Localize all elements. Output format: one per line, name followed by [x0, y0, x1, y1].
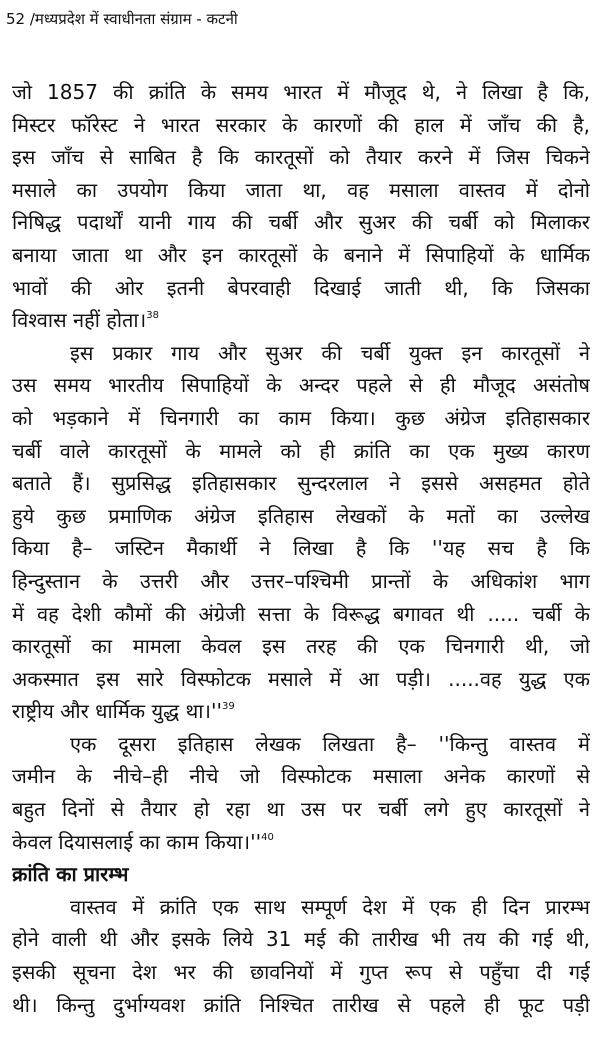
- line-text: विश्वास नहीं होता।: [12, 308, 147, 333]
- text-line: [12, 630, 590, 663]
- text-line: [12, 565, 590, 598]
- text-line: [12, 695, 590, 728]
- line-text: में वह देशी कौमों की अंग्रेजी सत्ता के विरूद्ध बगावत थी ..... चर्बी के: [12, 601, 590, 626]
- line-text: बताते हैं। सुप्रसिद्ध इतिहासकार सुन्दरलाल ने इससे असहमत होते: [12, 471, 590, 496]
- text-line: [12, 239, 590, 272]
- line-text: को भड़काने में चिनगारी का काम किया। कुछ अंग्रेज इतिहासकार: [12, 405, 590, 430]
- text-line: [12, 304, 590, 337]
- text-line: [12, 923, 590, 956]
- text-line: [12, 500, 590, 533]
- line-text: वास्तव में क्रांति एक साथ सम्पूर्ण देश में एक ही दिन प्रारम्भ: [70, 894, 590, 919]
- text-line: [12, 141, 590, 174]
- line-text: किया है– जस्टिन मैकार्थी ने लिखा है कि ''यह सच है कि: [12, 536, 590, 561]
- line-text: हिन्दुस्तान के उत्तरी और उत्तर–पश्चिमी प्रान्तों के अधिकांश भाग: [12, 568, 590, 593]
- line-text: मसाले का उपयोग किया जाता था, वह मसाला वास्तव में दोनो: [12, 177, 590, 202]
- line-text: भावों की ओर इतनी बेपरवाही दिखाई जाती थी, कि जिसका: [12, 275, 590, 300]
- text-line: [12, 467, 590, 500]
- line-text: इस जाँच से साबित है कि कारतूसों को तैयार करने में जिस चिकने: [12, 145, 590, 170]
- footnote-ref: 40: [261, 831, 274, 843]
- text-line: [12, 435, 590, 468]
- line-text: थी। किन्तु दुर्भाग्यवश क्रांति निश्चित तारीख से पहले ही फूट पड़ी: [12, 992, 590, 1017]
- line-text: इस प्रकार गाय और सुअर की चर्बी युक्त इन कारतूसों ने: [70, 340, 590, 365]
- text-line: [12, 989, 590, 1022]
- text-line: [12, 76, 590, 109]
- text-line: [12, 532, 590, 565]
- line-text: निषिद्ध पदार्थों यानी गाय की चर्बी और सुअर की चर्बी को मिलाकर: [12, 210, 590, 235]
- text-line: [12, 826, 590, 859]
- text-line: [12, 206, 590, 239]
- line-text: होने वाली थी और इसके लिये 31 मई की तारीख भी तय की गई थी,: [12, 927, 590, 952]
- text-line: [12, 174, 590, 207]
- running-header: 52 /मध्यप्रदेश में स्वाधीनता संग्राम - कटनी: [6, 10, 238, 28]
- text-line: [12, 891, 590, 924]
- line-text: राष्ट्रीय और धार्मिक युद्ध था।'': [12, 699, 222, 724]
- text-line: [12, 663, 590, 696]
- text-line: [12, 760, 590, 793]
- text-line: [12, 598, 590, 631]
- section-heading: [12, 858, 590, 891]
- heading-text: क्रांति का प्रारम्भ: [12, 862, 129, 887]
- line-text: जमीन के नीचे–ही नीचे जो विस्फोटक मसाला अनेक कारणों से: [12, 764, 590, 789]
- text-line: [12, 793, 590, 826]
- line-text: एक दूसरा इतिहास लेखक लिखता है– ''किन्तु वास्तव में: [70, 731, 590, 756]
- footnote-ref: 38: [146, 310, 159, 322]
- line-text: अकस्मात इस सारे विस्फोटक मसाले में आ पड़ी। .....वह युद्ध एक: [12, 666, 590, 691]
- line-text: उस समय भारतीय सिपाहियों के अन्दर पहले से ही मौजूद असंतोष: [12, 373, 590, 398]
- text-line: [12, 369, 590, 402]
- line-text: कारतूसों का मामला केवल इस तरह की एक चिनगारी थी, जो: [12, 634, 590, 659]
- text-line: [12, 402, 590, 435]
- line-text: बनाया जाता था और इन कारतूसों के बनाने में सिपाहियों के धार्मिक: [12, 242, 590, 267]
- line-text: बहुत दिनों से तैयार हो रहा था उस पर चर्बी लगे हुए कारतूसों ने: [12, 797, 590, 822]
- text-line: [12, 956, 590, 989]
- line-text: केवल दियासलाई का काम किया।'': [12, 829, 262, 854]
- line-text: इसकी सूचना देश भर की छावनियों में गुप्त रूप से पहुँचा दी गई: [12, 960, 590, 985]
- page-body: [12, 76, 590, 1021]
- line-text: जो 1857 की क्रांति के समय भारत में मौजूद थे, ने लिखा है कि,: [12, 80, 590, 104]
- line-text: मिस्टर फॉरेस्ट ने भारत सरकार के कारणों की हाल में जाँच की है,: [12, 112, 590, 137]
- text-line: [12, 728, 590, 761]
- text-line: [12, 337, 590, 370]
- footnote-ref: 39: [222, 701, 235, 713]
- text-line: [12, 272, 590, 305]
- line-text: चर्बी वाले कारतूसों के मामले को ही क्रांति का एक मुख्य कारण: [12, 438, 590, 463]
- line-text: हुये कुछ प्रमाणिक अंग्रेज इतिहास लेखकों के मतों का उल्लेख: [12, 503, 590, 528]
- text-line: [12, 109, 590, 142]
